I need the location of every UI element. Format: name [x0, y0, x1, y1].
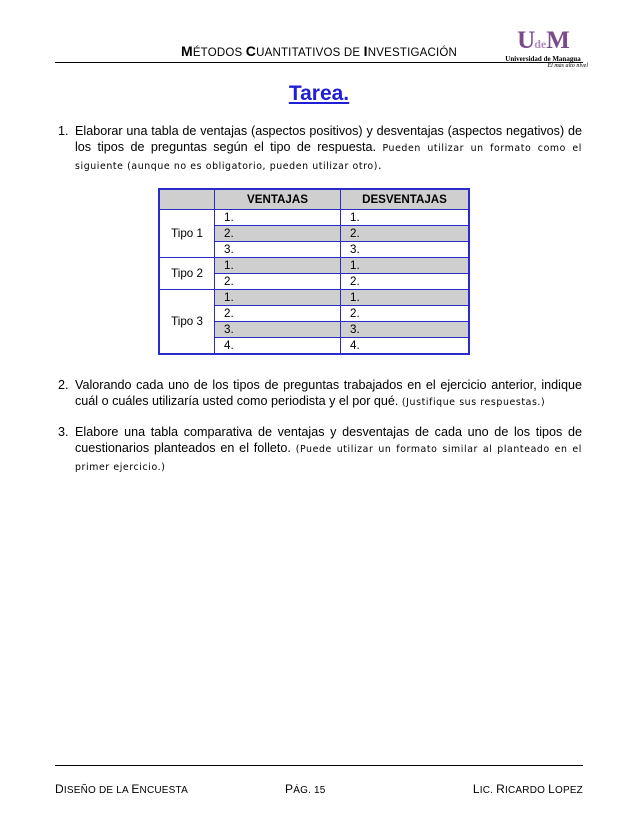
table-row [159, 258, 469, 274]
table-cell: 2. [215, 306, 341, 322]
footer-cap: E [131, 782, 140, 796]
logo-letter: U [517, 27, 535, 54]
task-note: (Puede utilizar un formato similar al planteado en el primer ejercicio.) [75, 444, 583, 473]
row-group-label: Tipo 2 [159, 258, 215, 290]
logo-tagline: El más alto nivel [547, 63, 588, 69]
header-title-text: ÉTODOS [192, 47, 246, 59]
table-header-row [159, 189, 469, 210]
table-row [159, 210, 469, 226]
footer-cap: R [496, 782, 506, 796]
table-cell: 1. [341, 258, 470, 274]
footer-text: ICARDO [505, 785, 549, 796]
table-header-cell: VENTAJAS [215, 189, 341, 210]
task-note: Pueden utilizar un formato como el siguiente (aunque no es obligatorio, pueden utilizar otro) [75, 143, 583, 172]
table-header-cell [159, 189, 215, 210]
header-title-text: UANTITATIVOS DE [256, 47, 364, 59]
table-cell: 3. [341, 322, 470, 338]
table-cell: 2. [341, 226, 470, 242]
table-cell: 2. [215, 274, 341, 290]
table-cell: 4. [215, 338, 341, 355]
logo-letter: de [534, 37, 547, 51]
table-cell: 1. [215, 290, 341, 306]
page-number [285, 782, 326, 796]
table-cell: 1. [341, 290, 470, 306]
table-row [159, 290, 469, 306]
task-number: 1. [58, 124, 69, 138]
task-body: Valorando cada uno de los tipos de preguntas trabajados en el ejercicio anterior, indique cuál o cuáles utilizaría usted como periodista y el por qué. [75, 378, 582, 408]
footer-left [55, 782, 188, 796]
footer-cap: D [55, 782, 64, 796]
table-cell: 3. [215, 322, 341, 338]
table-cell: 1. [341, 210, 470, 226]
header-title-cap: C [245, 43, 257, 59]
task-text [75, 424, 582, 476]
footer-text: ÁG. 15 [293, 785, 326, 796]
table-header-cell: DESVENTAJAS [341, 189, 470, 210]
task-body: Elabore una tabla comparativa de ventajas y desventajas de cada uno de los tipos de cuestionarios planteados en el folleto. [75, 425, 582, 455]
advantages-table [158, 188, 470, 355]
table-cell: 1. [215, 210, 341, 226]
task-note: (Justifique sus respuestas.) [401, 397, 546, 408]
task-number: 3. [58, 425, 69, 439]
task-body: Elaborar una tabla de ventajas (aspectos positivos) y desventajas (aspectos negativos) de los tipos de preguntas según el tipo de respuesta. [75, 124, 582, 154]
table-cell: 3. [341, 242, 470, 258]
footer-text: OPEZ [554, 785, 583, 796]
task-item-1 [58, 123, 582, 175]
footer-cap: L [472, 782, 480, 796]
footer-cap: L [548, 782, 555, 796]
task-punct: . [377, 158, 382, 172]
header-title-cap: I [363, 43, 368, 59]
table-cell: 2. [341, 306, 470, 322]
table-cell: 2. [215, 226, 341, 242]
logo-letter: M [546, 27, 569, 54]
footer-text: ISEÑO DE LA [63, 785, 132, 796]
header-title-text: NVESTIGACIÓN [367, 47, 458, 59]
page-footer [55, 765, 583, 796]
table-cell: 2. [341, 274, 470, 290]
row-group-label: Tipo 1 [159, 210, 215, 258]
footer-cap: P [285, 782, 294, 796]
footer-text: IC. [479, 785, 497, 796]
logo-name: Universidad de Managua [505, 55, 581, 63]
page-title: Tarea. [288, 82, 350, 105]
footer-text: NCUESTA [139, 785, 188, 796]
logo-mark [498, 27, 588, 55]
row-group-label: Tipo 3 [159, 290, 215, 355]
task-number: 2. [58, 378, 69, 392]
task-item-2 [58, 377, 582, 411]
task-text [75, 123, 582, 175]
table-cell: 1. [215, 258, 341, 274]
university-logo [498, 27, 588, 69]
footer-right [473, 782, 583, 796]
task-item-3 [58, 424, 582, 476]
task-text [75, 377, 582, 411]
table-cell: 4. [341, 338, 470, 355]
header-title-cap: M [180, 43, 193, 59]
table-cell: 3. [215, 242, 341, 258]
